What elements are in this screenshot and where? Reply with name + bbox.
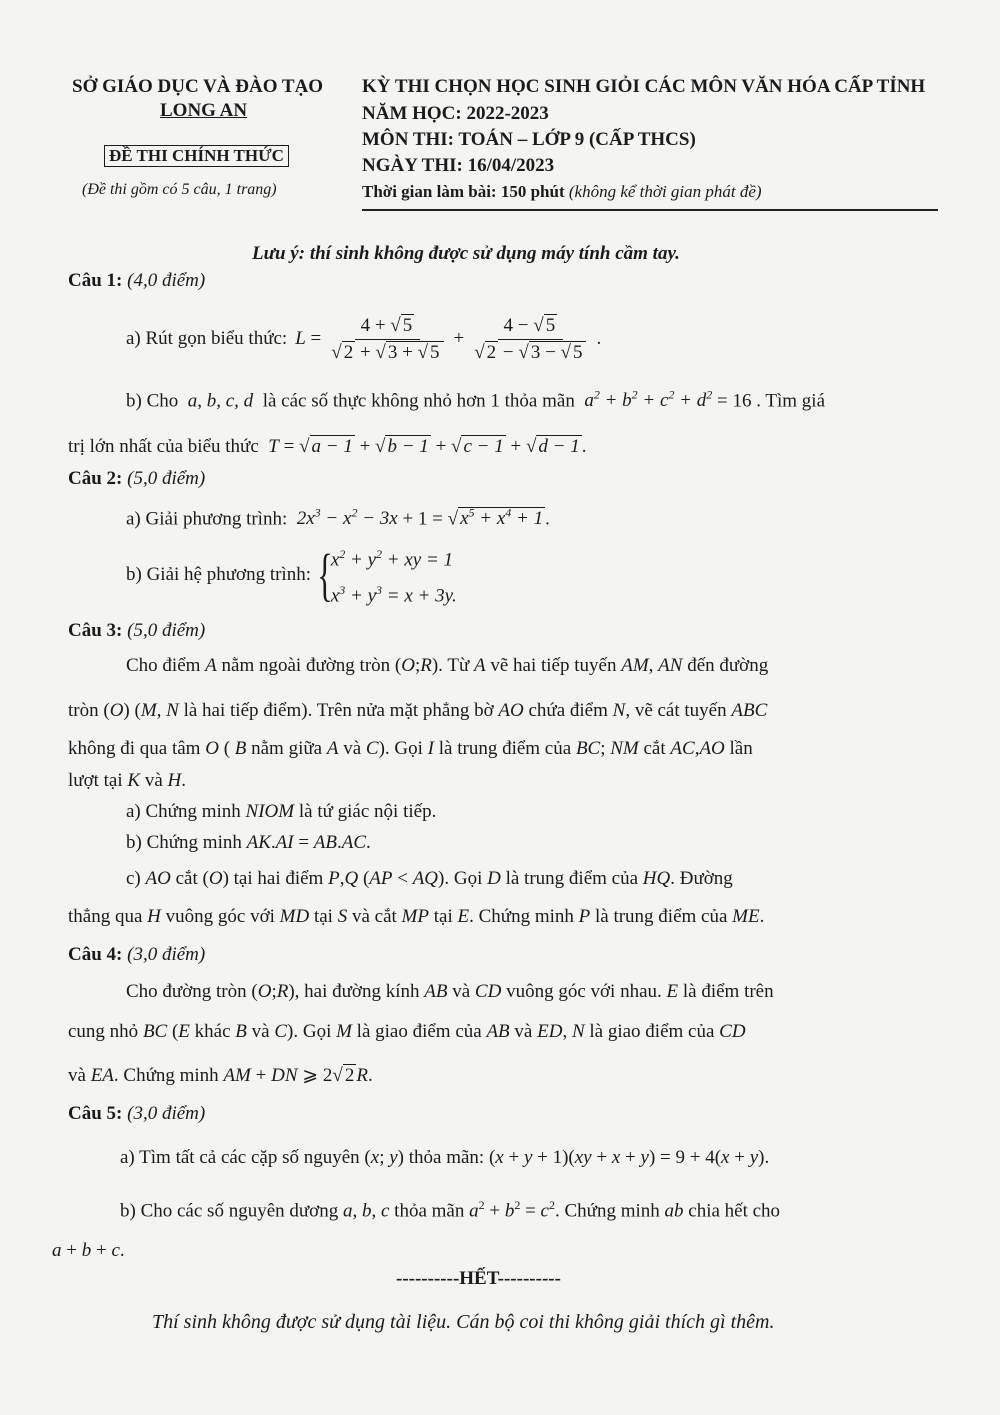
q1a-line: a) Rút gọn biểu thức: L = $\frac{4 + √ 5}{√ 2 + √ 3 + √ 5}$ + $\frac{4 - √ 5}{√ 2 - √ 3 - √ 5}$ . [126,314,602,363]
footer-note: Thí sinh không được sử dụng tài liệu. Cán bộ coi thi không giải thích gì thêm. [152,1311,775,1333]
school-year: NĂM HỌC: 2022-2023 [362,103,549,124]
exam-date: NGÀY THI: 16/04/2023 [362,155,555,176]
calculator-notice: Lưu ý: thí sinh không được sử dụng máy tính cầm tay. [252,243,680,264]
q5b-line1: b) Cho các số nguyên dương a, b, c thỏa mãn $a^2 + b^2 = c^2$. Chứng minh ab chia hết cho [120,1198,781,1222]
q4-title: Câu 4: [68,944,123,965]
q1b-text3: . Tìm giá [756,390,826,412]
q1b-text1: b) Cho [126,390,179,412]
q5b-line2: a + b + c. [52,1240,125,1261]
q2-title: Câu 2: [68,468,123,489]
q1a-text: a) Rút gọn biểu thức: [126,328,288,349]
q3c-line2: thẳng qua H vuông góc với MD tại S và cắt MP tại E. Chứng minh P là trung điểm của ME. [68,906,765,927]
q4-heading [68,944,205,966]
exam-duration [362,182,762,202]
q4-line2: cung nhỏ BC (E khác B và C). Gọi M là giao điểm của AB và ED, N là giao điểm của CD [68,1021,746,1042]
q1b-text4: trị lớn nhất của biểu thức [68,436,259,457]
q2a-text: a) Giải phương trình: [126,508,288,530]
q2b-text: b) Giải hệ phương trình: [126,564,311,585]
q5-title: Câu 5: [68,1103,123,1124]
q1a-fraction-2: $\frac{4 - √ 5}{√ 2 - √ 3 - √ 5}$ [468,315,592,364]
q3-line4: lượt tại K và H. [68,770,187,791]
q1b-text2: là các số thực không nhỏ hơn 1 thỏa mãn [262,390,575,412]
q3c-line1: c) AO cắt (O) tại hai điểm P,Q (AP < AQ). Gọi D là trung điểm của HQ. Đường [126,868,733,889]
q3b-line: b) Chứng minh AK.AI = AB.AC. [126,832,371,853]
end-marker: ----------HẾT---------- [396,1268,561,1289]
q1b-line2: trị lớn nhất của biểu thức T = √ a − 1 + √ b − 1 + √ c − 1 + √ d − 1 . [68,436,587,457]
q3-line1: Cho điểm A nằm ngoài đường tròn (O;R). Từ A vẽ hai tiếp tuyến AM, AN đến đường [126,655,769,676]
q1-heading [68,270,205,292]
q1a-fraction-1: $\frac{4 + √ 5}{√ 2 + √ 3 + √ 5}$ [325,315,449,364]
q1-points: (4,0 điểm) [127,270,206,291]
q3-points: (5,0 điểm) [127,620,206,641]
q3-line3: không đi qua tâm O ( B nằm giữa A và C). Gọi I là trung điểm của BC; NM cắt AC,AO lần [68,738,753,759]
q4-points: (3,0 điểm) [127,944,206,965]
q4-line1: Cho đường tròn (O;R), hai đường kính AB và CD vuông góc với nhau. E là điểm trên [126,981,774,1002]
department-name: SỞ GIÁO DỤC VÀ ĐÀO TẠO [72,76,324,97]
exam-subject: MÔN THI: TOÁN – LỚP 9 (CẤP THCS) [362,129,696,150]
q2-points: (5,0 điểm) [127,468,206,489]
q2a-line: a) Giải phương trình: $2x^3 - x^2 - 3x + 1$ = √ $x^5 + x^4 + 1$ . [126,506,550,530]
q2b-line: b) Giải hệ phương trình: { $x^2 + y^2$ + xy = 1 $x^3 + y^3 = x + 3y$. [126,540,457,610]
q2b-system: $x^2 + y^2$ + xy = 1 $x^3 + y^3 = x + 3y$. [330,546,457,607]
province-name: LONG AN [160,100,248,121]
q2-heading [68,468,205,490]
q3-title: Câu 3: [68,620,123,641]
q1b-line1: b) Cho a, b, c, d là các số thực không nhỏ hơn 1 thỏa mãn $a^2 + b^2 + c^2 + d^2 = 16$ . Tìm giá [126,388,826,412]
q1-title: Câu 1: [68,270,123,291]
header-divider [362,209,938,211]
q3-line2: tròn (O) (M, N là hai tiếp điểm). Trên nửa mặt phẳng bờ AO chứa điểm N, vẽ cát tuyến ABC [68,700,768,721]
official-exam-badge: ĐỀ THI CHÍNH THỨC [104,145,289,167]
duration-note: (không kể thời gian phát đề) [568,182,762,201]
q4-line3: và EA. Chứng minh AM + DN ⩾ 2√ 2 R. [68,1065,373,1086]
q5-points: (3,0 điểm) [127,1103,206,1124]
exam-title: KỲ THI CHỌN HỌC SINH GIỎI CÁC MÔN VĂN HÓA CẤP TỈNH [362,76,926,97]
duration-label: Thời gian làm bài: 150 phút [362,182,565,201]
q3a-line: a) Chứng minh NIOM là tứ giác nội tiếp. [126,801,437,822]
q3-heading [68,620,205,642]
exam-page-note: (Đề thi gồm có 5 câu, 1 trang) [82,181,277,198]
q5a-line: a) Tìm tất cả các cặp số nguyên (x; y) thỏa mãn: (x + y + 1)(xy + x + y) = 9 + 4(x + y). [120,1147,770,1168]
q5-heading [68,1103,205,1125]
